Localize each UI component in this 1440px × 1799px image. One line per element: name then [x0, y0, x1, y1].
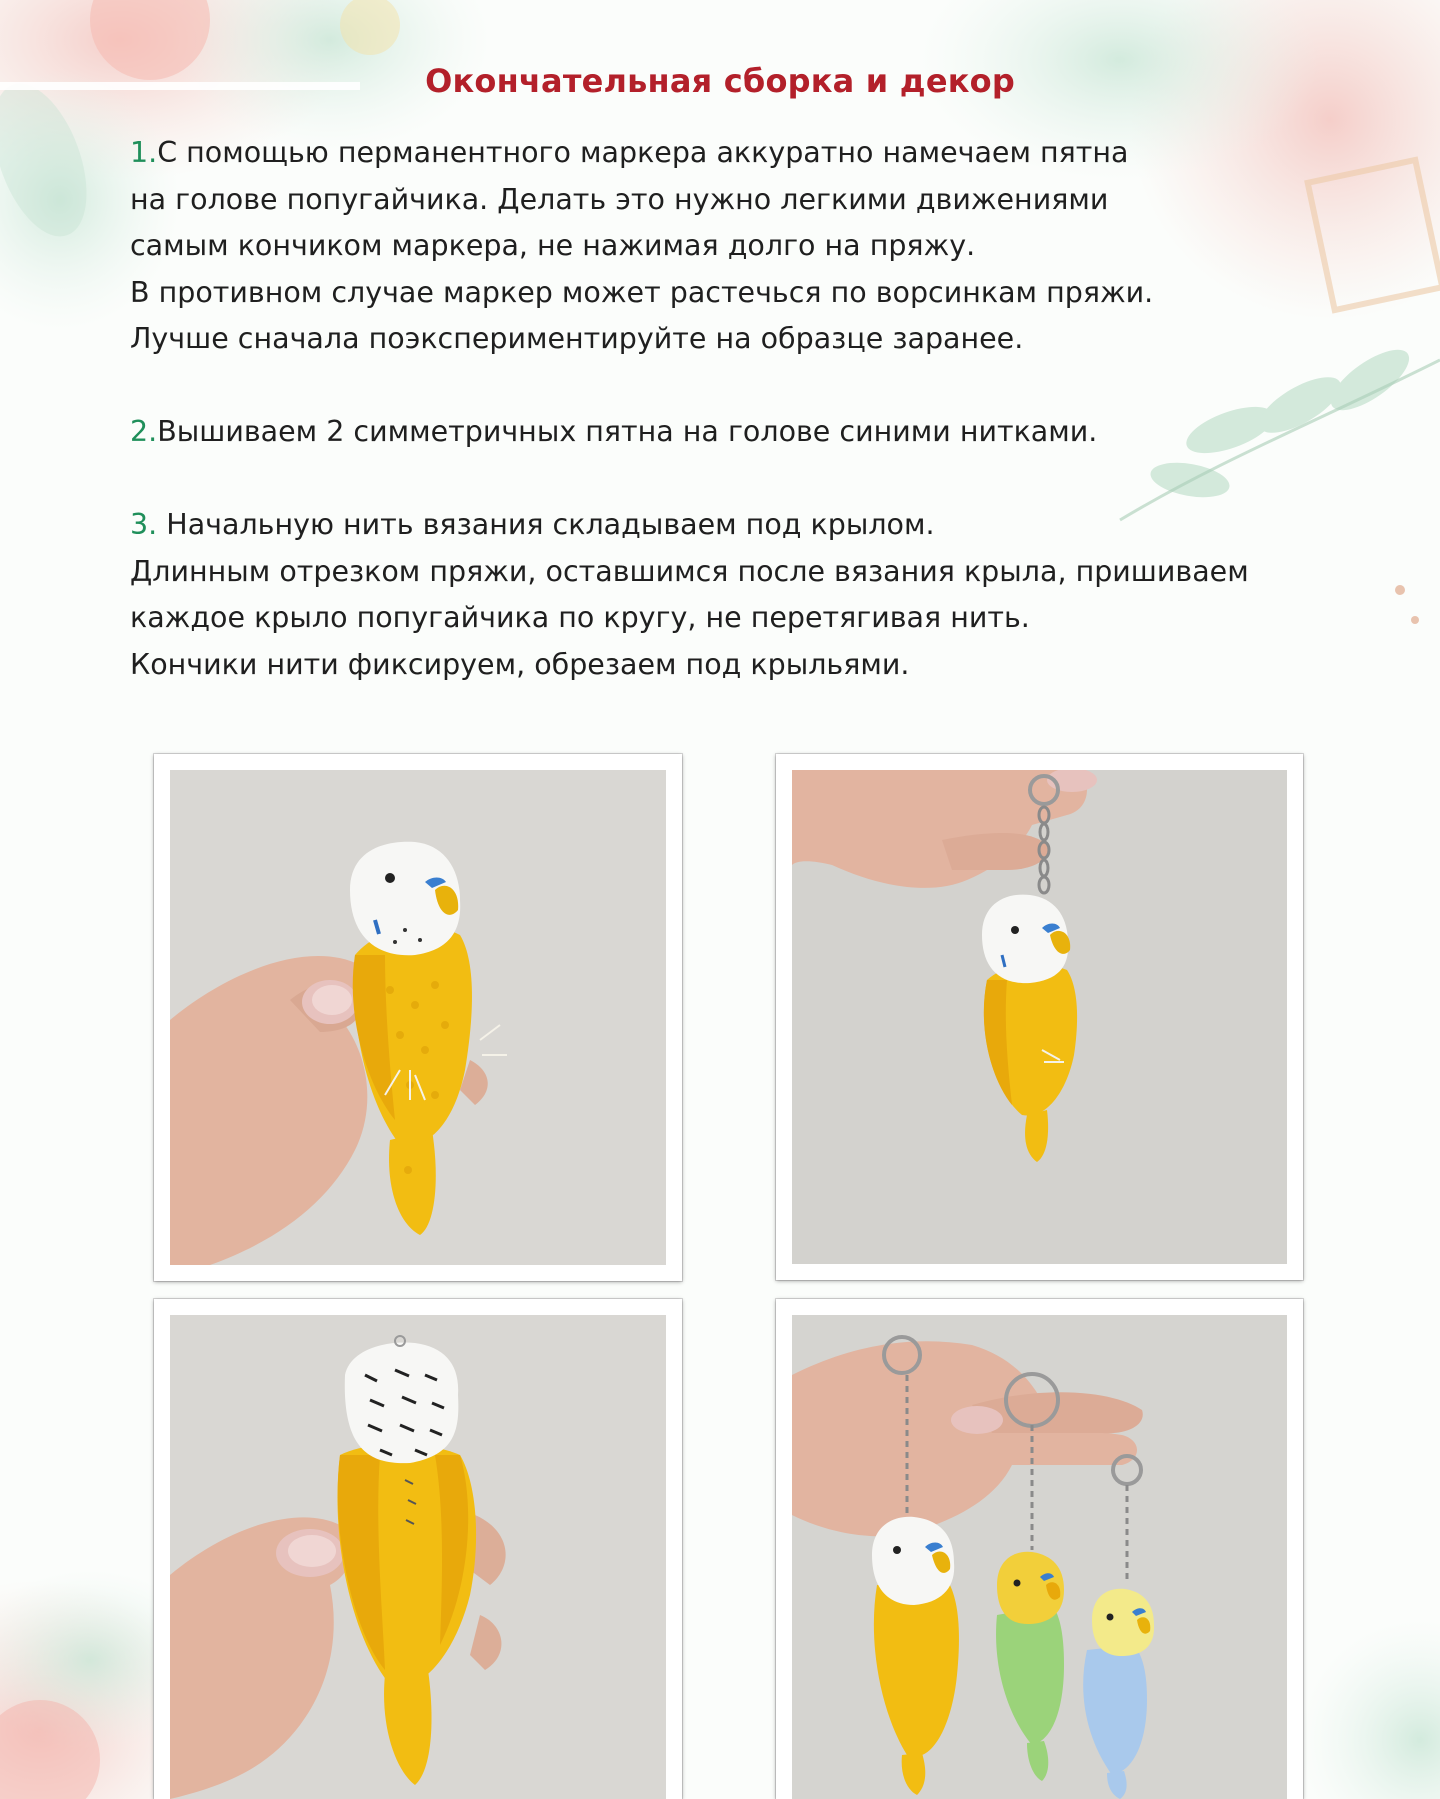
- photo-parrot-in-hand-back: [154, 1299, 682, 1799]
- step-2-number: 2.: [130, 415, 158, 448]
- step-2-text: Вышиваем 2 симметричных пятна на голове синими нитками.: [157, 415, 1098, 448]
- step-1-line-2: на голове попугайчика. Делать это нужно легкими движениями: [130, 182, 1109, 216]
- step-3: [130, 502, 1360, 688]
- step-1-line-4: В противном случае маркер может растечься по ворсинкам пряжи.: [130, 275, 1154, 309]
- step-1-line-1: [130, 130, 1360, 177]
- step-1-number: 1.: [130, 136, 158, 169]
- step-1-line-3: самым кончиком маркера, не нажимая долго на пряжу.: [130, 229, 976, 262]
- step-3-text: Начальную нить вязания складываем под крылом.: [157, 508, 935, 541]
- step-1-line-5: Лучше сначала поэкспериментируйте на образце заранее.: [130, 322, 1024, 355]
- page-title: Окончательная сборка и декор: [425, 62, 1015, 100]
- step-3-line-4: Кончики нити фиксируем, обрезаем под крыльями.: [130, 647, 910, 681]
- step-2: [130, 409, 1360, 456]
- photo-parrot-in-hand-side: [154, 754, 682, 1281]
- three-keychains-illustration: [792, 1315, 1287, 1799]
- photo-parrot-keychain-hanging: [776, 754, 1303, 1280]
- parrot-side-illustration: [170, 770, 666, 1265]
- step-1: [130, 130, 1360, 363]
- step-2-line-1: [130, 409, 1360, 456]
- step-3-number: 3.: [130, 508, 158, 541]
- step-3-line-3: каждое крыло попугайчика по кругу, не перетягивая нить.: [130, 601, 1030, 634]
- parrot-back-illustration: [170, 1315, 666, 1799]
- step-1-text: С помощью перманентного маркера аккуратно намечаем пятна: [157, 136, 1129, 169]
- instructions-text: [130, 130, 1360, 735]
- step-3-line-2: Длинным отрезком пряжи, оставшимся после вязания крыла, пришиваем: [130, 554, 1249, 588]
- photo-three-parrot-keychains: [776, 1299, 1303, 1799]
- step-3-line-1: [130, 502, 1360, 549]
- keychain-illustration: [792, 770, 1287, 1264]
